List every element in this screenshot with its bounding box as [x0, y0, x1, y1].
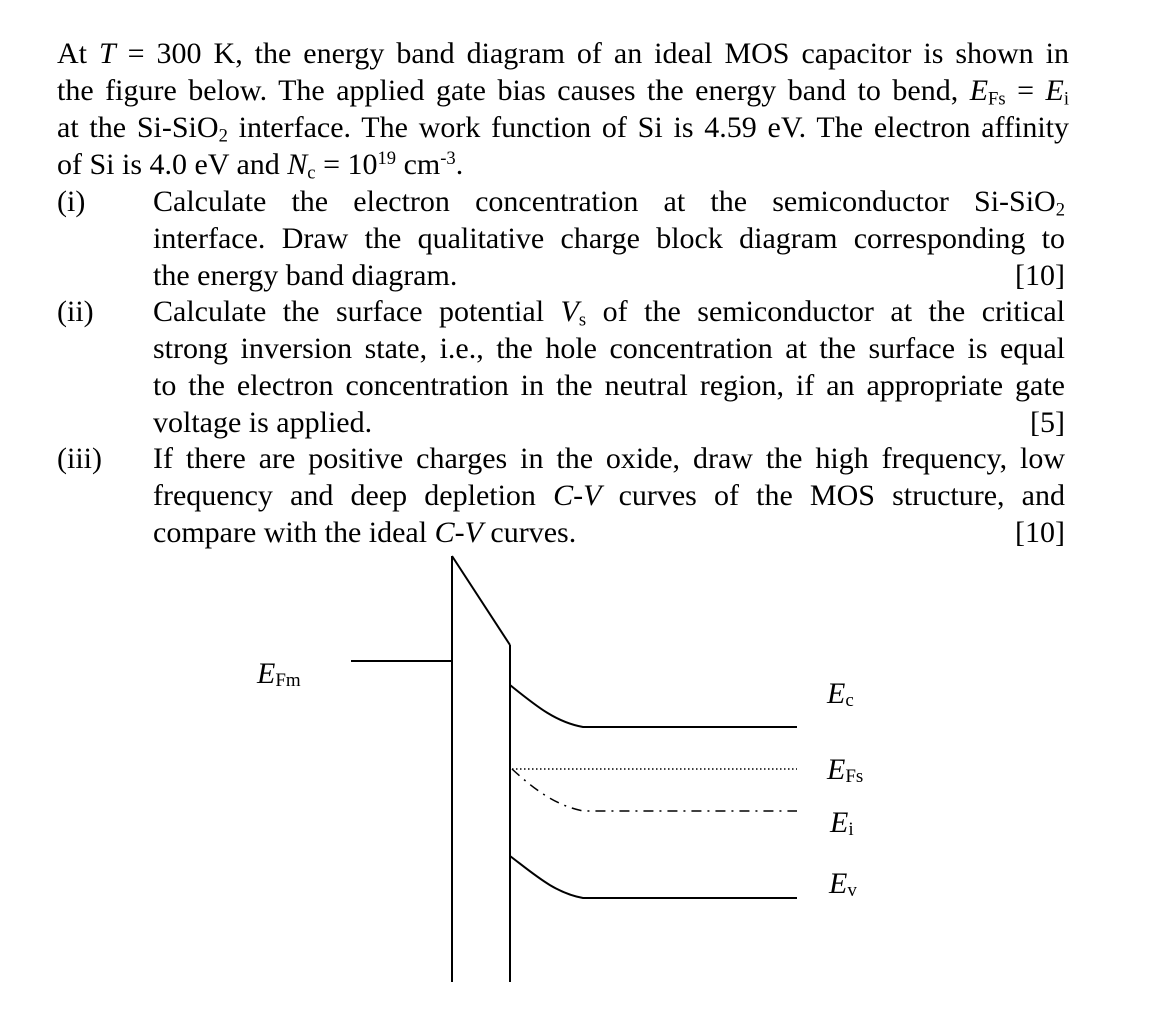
intro-line-4: of Si is 4.0 eV and $N_c = 10^{19}$ $cm^{-3}$. [57, 147, 464, 184]
part-line: to the electron concentration in the neutral region, if an appropriate gate [153, 369, 1065, 402]
part-marks: [10] [1015, 516, 1065, 549]
efs-label: EFs [827, 753, 864, 787]
valence-band-curve [510, 856, 797, 898]
ei-label: Ei [830, 806, 854, 840]
part-line: compare with the ideal C-V curves. [153, 516, 577, 549]
part-line: interface. Draw the qualitative charge block diagram corresponding to [153, 222, 1065, 255]
ec-label: Ec [827, 677, 854, 711]
efm-label: EFm [257, 657, 301, 691]
part-number: (iii) [57, 442, 102, 475]
intro-line-3: at the Si-SiO$_2$ interface. The work function of Si is 4.59 eV. The electron affinity [57, 111, 1069, 147]
conduction-band-curve [510, 685, 797, 727]
intro-line-2: the figure below. The applied gate bias causes the energy band to bend, $E_{Fs} = E_i$ [57, 74, 1069, 110]
temperature-symbol: T [98, 37, 116, 70]
part-number: (i) [57, 185, 86, 218]
part-line: If there are positive charges in the oxide, draw the high frequency, low [153, 442, 1065, 475]
part-marks: [10] [1015, 259, 1065, 292]
intro-line-1: At T = 300 K, the energy band diagram of an ideal MOS capacitor is shown in [57, 37, 1069, 70]
intrinsic-level-curve [512, 769, 797, 811]
part-line: strong inversion state, i.e., the hole concentration at the surface is equal [153, 332, 1065, 365]
part-line: frequency and deep depletion C-V curves of the MOS structure, and [153, 479, 1065, 512]
ev-label: Ev [829, 867, 857, 901]
part-line: the energy band diagram. [153, 259, 458, 292]
oxide-conduction-band [452, 556, 510, 645]
part-number: (ii) [57, 295, 94, 328]
part-line: voltage is applied. [153, 406, 373, 439]
part-line: Calculate the surface potential $V_s$ of the semiconductor at the critical [153, 295, 1065, 331]
part-marks: [5] [1030, 406, 1065, 439]
part-line: Calculate the electron concentration at the semiconductor Si-SiO$_2$ [153, 185, 1065, 221]
